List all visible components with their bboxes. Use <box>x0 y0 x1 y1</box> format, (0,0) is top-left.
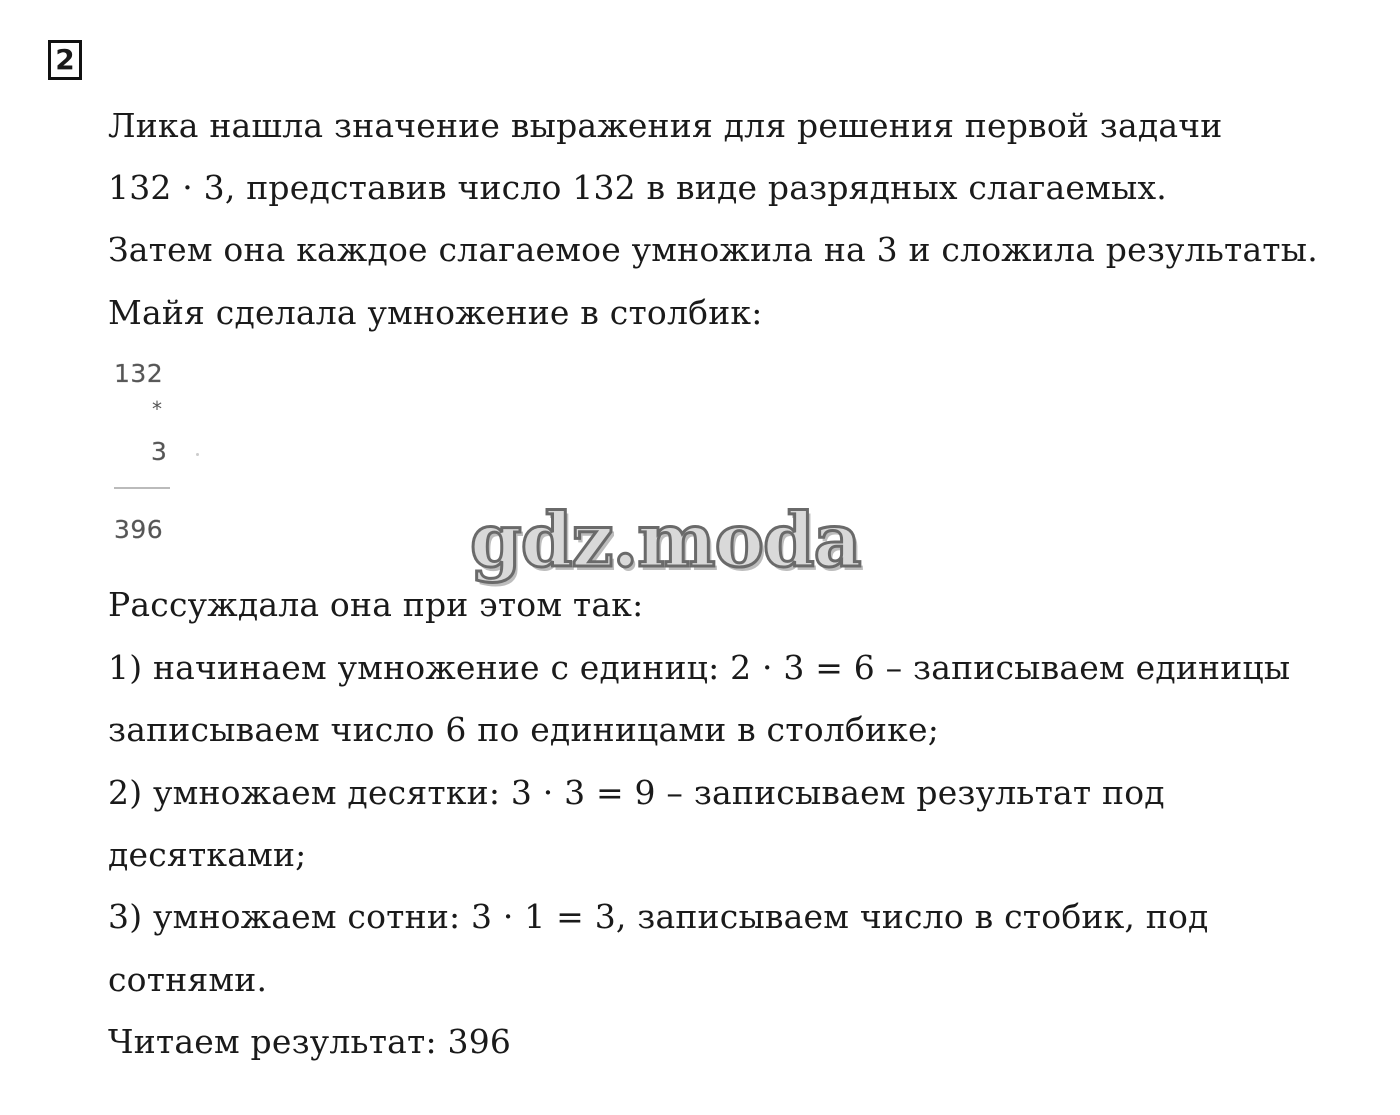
multiplicand: 132 <box>114 359 164 388</box>
text-line: Затем она каждое слагаемое умножила на 3 и сложила результаты. <box>108 230 1318 269</box>
scan-speck <box>196 453 199 456</box>
multiplier: 3 <box>151 437 168 466</box>
text-line: Читаем результат: 396 <box>108 1022 512 1061</box>
text-line: 2) умножаем десятки: 3 · 3 = 9 – записываем результат под <box>108 773 1165 812</box>
task-number-badge: 2 <box>48 40 82 80</box>
text-line: Лика нашла значение выражения для решения первой задачи <box>108 106 1223 145</box>
watermark: gdz.moda <box>470 498 861 584</box>
text-line: 3) умножаем сотни: 3 · 1 = 3, записываем число в стобик, под <box>108 897 1209 936</box>
product: 396 <box>114 515 164 544</box>
column-divider-line <box>114 487 170 489</box>
text-line: Майя сделала умножение в столбик: <box>108 293 763 332</box>
text-line: Рассуждала она при этом так: <box>108 585 644 624</box>
column-multiplication <box>112 355 192 555</box>
text-line: сотнями. <box>108 960 268 999</box>
text-line: 1) начинаем умножение с единиц: 2 · 3 = 6 – записываем единицы <box>108 648 1291 687</box>
text-line: записываем число 6 по единицами в столбике; <box>108 710 940 749</box>
text-line: десятками; <box>108 835 307 874</box>
multiply-operator: * <box>152 397 162 421</box>
text-line: 132 · 3, представив число 132 в виде разрядных слагаемых. <box>108 168 1167 207</box>
